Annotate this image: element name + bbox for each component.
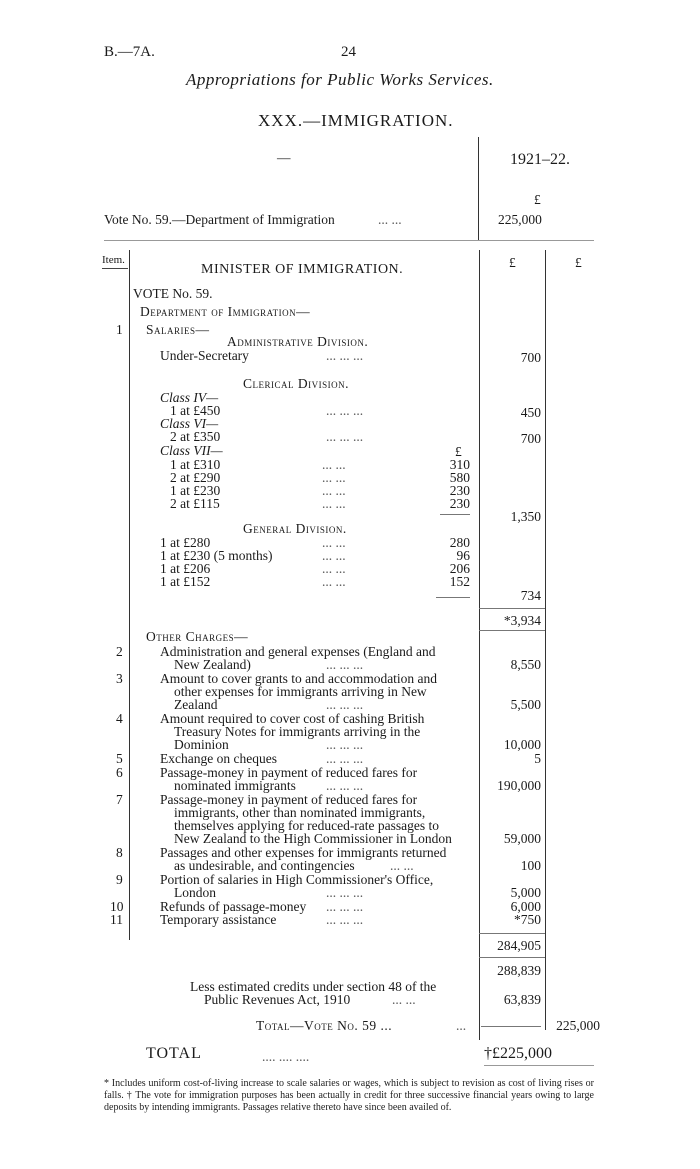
charge-item-number: 4 (116, 711, 123, 726)
class-vii-row-dots: ... ... (322, 457, 346, 472)
charge-item-number: 9 (116, 872, 123, 887)
charge-amount: 5 (534, 751, 541, 766)
col2-left-line (545, 250, 546, 1030)
grand-total-amount: †£225,000 (484, 1045, 552, 1062)
document-reference: B.—7A. (104, 44, 155, 60)
class-iv-row-dots: ... ... ... (326, 403, 364, 418)
ministry-heading: MINISTER OF IMMIGRATION. (201, 262, 404, 277)
charge-line: themselves applying for reduced-rate passages to (174, 818, 440, 833)
general-row-label: 1 at £206 (160, 561, 211, 576)
class-iv-row-amount: 450 (520, 405, 541, 420)
charge-amount: 5,500 (510, 697, 541, 712)
summary-currency: £ (534, 192, 541, 207)
charge-dots: ... ... ... (326, 899, 364, 914)
total-vote-amount: 225,000 (556, 1018, 600, 1033)
general-row-dots: ... ... (322, 574, 346, 589)
class-vii-row-dots: ... ... (322, 483, 346, 498)
vote-summary-label: Vote No. 59.—Department of Immigration (104, 212, 335, 227)
col1-left-line (479, 250, 480, 1040)
total-vote-dots: ... (456, 1018, 467, 1033)
class-vii-row-label: 1 at £230 (170, 483, 221, 498)
salaries-total-underline (479, 630, 545, 631)
class-vi-row-label: 2 at £350 (170, 429, 221, 444)
charge-line: Dominion (174, 737, 229, 752)
gross-total: 288,839 (497, 963, 541, 978)
charge-amount: 190,000 (497, 778, 541, 793)
charge-amount: 8,550 (510, 657, 541, 672)
charge-line: immigrants, other than nominated immigrants, (174, 805, 426, 820)
charge-line: Amount required to cover cost of cashing British (160, 711, 425, 726)
class-vii-row-dots: ... ... (322, 496, 346, 511)
charge-amount: 10,000 (503, 737, 541, 752)
charge-item-number: 5 (116, 751, 123, 766)
general-row-amount: 96 (456, 548, 470, 563)
clerical-division-heading: Clerical Division. (243, 376, 349, 391)
general-division-heading: General Division. (243, 521, 347, 536)
item-header-rule (102, 268, 128, 269)
vote-summary-dots: ... ... (378, 212, 402, 227)
under-secretary-dots: ... ... ... (326, 348, 364, 363)
charge-line: Refunds of passage-money (160, 899, 307, 914)
less-credits-amount: 63,839 (503, 992, 541, 1007)
class-vii-heading: Class VII— (160, 443, 223, 458)
charge-line: Passage-money in payment of reduced fares for (160, 792, 418, 807)
charges-total: 284,905 (497, 938, 541, 953)
charge-item-number: 6 (116, 765, 123, 780)
page-number: 24 (341, 44, 356, 60)
grand-total-dots: .... .... .... (262, 1049, 310, 1064)
general-row-dots: ... ... (322, 535, 346, 550)
class-vii-row-dots: ... ... (322, 470, 346, 485)
charge-dots: ... ... ... (326, 912, 364, 927)
class-vii-currency: £ (455, 444, 462, 459)
department-heading: Department of Immigration— (140, 304, 311, 319)
general-row-amount: 152 (449, 574, 470, 589)
year-label: 1921–22. (510, 151, 570, 168)
footnote: * Includes uniform cost-of-living increase to scale salaries or wages, which is subject to revision as cost of living rises or falls. † The vote for immigration purposes has been actually in credit for three successive financial years owing to large deposits by intending immigrants. Passages relative thereto have since been availed of. (104, 1078, 594, 1113)
class-vii-row-amount: 310 (449, 457, 470, 472)
under-secretary-label: Under-Secretary (160, 348, 249, 363)
class-vii-row-label: 1 at £310 (170, 457, 221, 472)
general-subtotal-rule (436, 597, 470, 598)
charge-line: Portion of salaries in High Commissioner's Office, (160, 872, 434, 887)
less-credits-dots: ... ... (392, 992, 416, 1007)
charge-line: Amount to cover grants to and accommodation and (160, 671, 438, 686)
vote-heading: VOTE No. 59. (133, 286, 213, 301)
charge-dots: ... ... ... (326, 885, 364, 900)
section-title: XXX.—IMMIGRATION. (258, 111, 454, 130)
grand-total-rule (484, 1065, 594, 1066)
item-header: Item. (102, 254, 125, 266)
charge-line: Administration and general expenses (England and (160, 644, 436, 659)
item-column-line (129, 250, 130, 940)
general-row-dots: ... ... (322, 548, 346, 563)
general-total: 734 (520, 588, 541, 603)
charge-line: Zealand (174, 697, 218, 712)
class-iv-heading: Class IV— (160, 390, 219, 405)
general-row-label: 1 at £230 (5 months) (160, 548, 273, 563)
col2-currency: £ (575, 255, 582, 270)
page-subtitle: Appropriations for Public Works Services. (186, 70, 494, 89)
class-vii-subtotal-rule (440, 514, 470, 515)
charge-line: nominated immigrants (174, 778, 296, 793)
admin-division-heading: Administrative Division. (227, 334, 369, 349)
charge-line: London (174, 885, 216, 900)
item-number-1: 1 (116, 322, 123, 337)
charge-line: New Zealand) (174, 657, 251, 672)
class-vi-heading: Class VI— (160, 416, 219, 431)
charges-total-underline (479, 957, 545, 958)
charge-line: Temporary assistance (160, 912, 277, 927)
class-iv-row-label: 1 at £450 (170, 403, 221, 418)
charge-item-number: 11 (110, 912, 123, 927)
charge-dots: ... ... ... (326, 737, 364, 752)
vote-summary-amount: 225,000 (498, 212, 542, 227)
salaries-total: *3,934 (503, 613, 541, 628)
charge-amount: 6,000 (510, 899, 541, 914)
charge-dots: ... ... ... (326, 751, 364, 766)
total-vote-label: Total—Vote No. 59 ... (256, 1018, 393, 1033)
charge-dots: ... ... ... (326, 697, 364, 712)
summary-rule (104, 240, 594, 241)
summary-dash: — (277, 150, 291, 165)
class-vi-row-amount: 700 (520, 431, 541, 446)
charge-line: Treasury Notes for immigrants arriving in the (174, 724, 421, 739)
charge-line: as undesirable, and contingencies (174, 858, 355, 873)
charge-dots: ... ... ... (326, 778, 364, 793)
general-row-label: 1 at £280 (160, 535, 211, 550)
general-row-label: 1 at £152 (160, 574, 211, 589)
charge-amount: 100 (520, 858, 541, 873)
less-credits-line: Public Revenues Act, 1910 (204, 992, 351, 1007)
general-row-dots: ... ... (322, 561, 346, 576)
charges-total-rule (479, 933, 545, 934)
charge-line: Passage-money in payment of reduced fares for (160, 765, 418, 780)
charge-dots: ... ... (390, 858, 414, 873)
salaries-total-rule (479, 608, 545, 609)
summary-divider (478, 137, 479, 240)
charge-item-number: 10 (110, 899, 124, 914)
charge-dots: ... ... ... (326, 657, 364, 672)
other-charges-heading: Other Charges— (146, 629, 249, 644)
charge-line: New Zealand to the High Commissioner in London (174, 831, 452, 846)
charge-amount: 59,000 (503, 831, 541, 846)
class-vii-total: 1,350 (510, 509, 541, 524)
charge-amount: *750 (514, 912, 541, 927)
total-vote-rule (481, 1026, 541, 1027)
charge-item-number: 2 (116, 644, 123, 659)
class-vi-row-dots: ... ... ... (326, 429, 364, 444)
charge-line: Passages and other expenses for immigrants returned (160, 845, 447, 860)
under-secretary-amount: 700 (520, 350, 541, 365)
general-row-amount: 280 (449, 535, 470, 550)
class-vii-row-amount: 230 (449, 483, 470, 498)
class-vii-row-amount: 580 (449, 470, 470, 485)
charge-line: Exchange on cheques (160, 751, 277, 766)
general-row-amount: 206 (449, 561, 470, 576)
class-vii-row-amount: 230 (449, 496, 470, 511)
grand-total-label: TOTAL (146, 1045, 202, 1062)
class-vii-row-label: 2 at £115 (170, 496, 220, 511)
less-credits-line: Less estimated credits under section 48 of the (190, 979, 437, 994)
charge-item-number: 7 (116, 792, 123, 807)
class-vii-row-label: 2 at £290 (170, 470, 221, 485)
col1-currency: £ (509, 255, 516, 270)
charge-line: other expenses for immigrants arriving in New (174, 684, 427, 699)
charge-amount: 5,000 (510, 885, 541, 900)
salaries-heading: Salaries— (146, 322, 210, 337)
charge-item-number: 3 (116, 671, 123, 686)
charge-item-number: 8 (116, 845, 123, 860)
